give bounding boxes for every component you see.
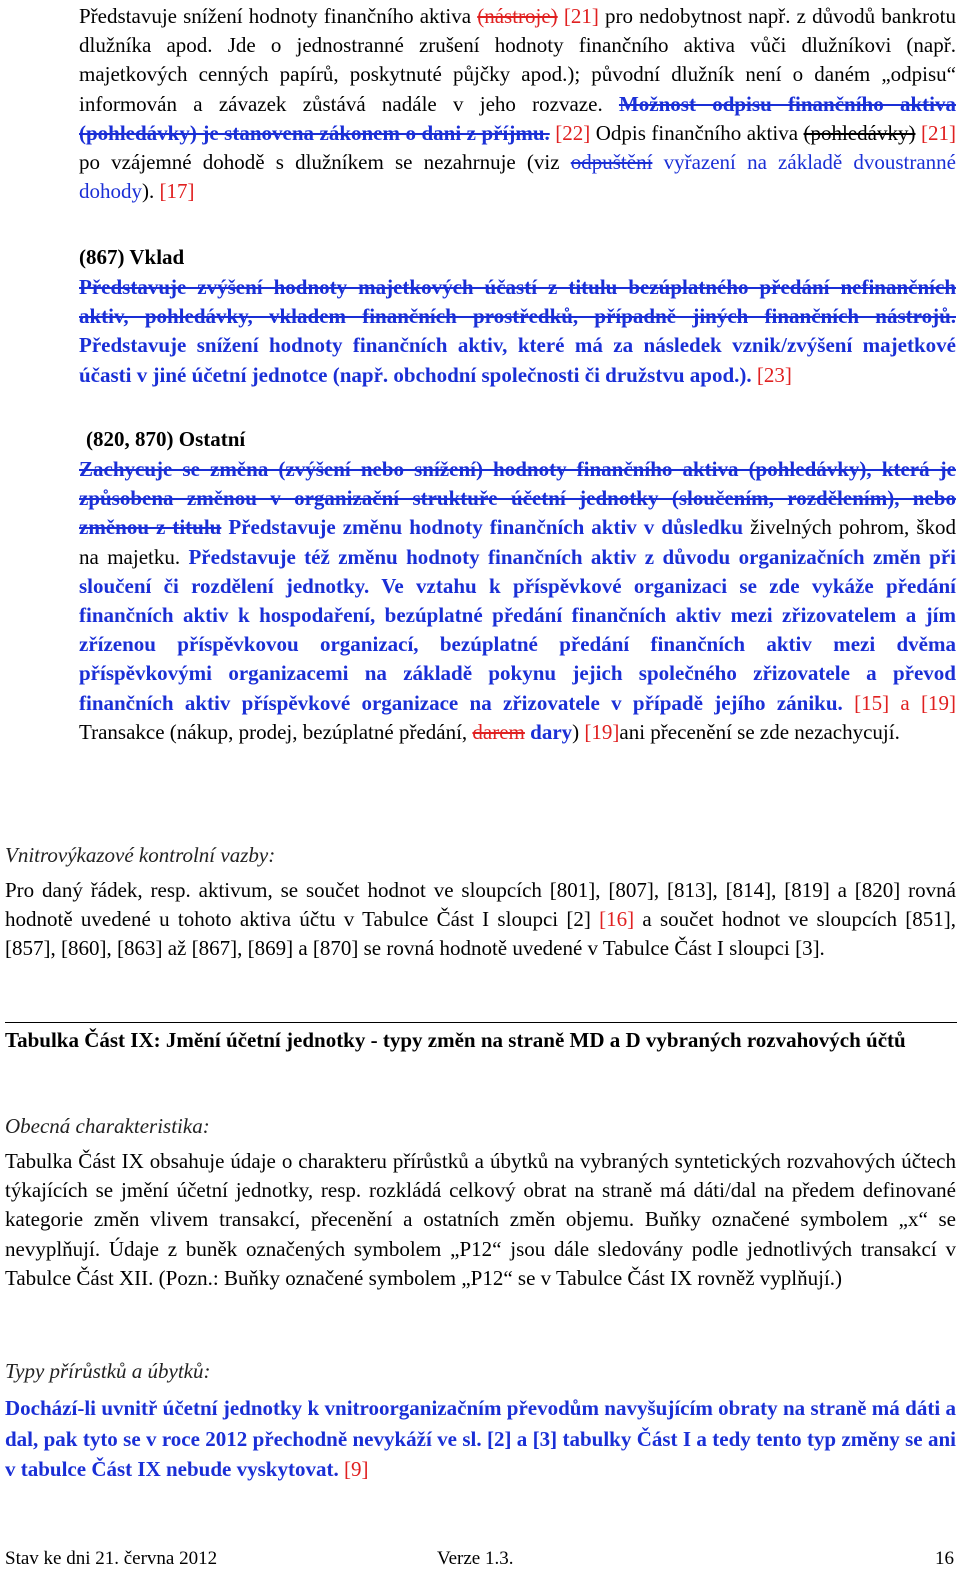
inserted-text: vyřazení na základě dvoustranné dohody [79, 150, 956, 204]
vklad-section [79, 243, 956, 390]
footer-version: Verze 1.3. [437, 1548, 514, 1569]
text: Pro daný řádek, resp. aktivum, se součet hodnot ve sloupcích [801], [807], [813], [814], [819] a [820] rovná hodnotě uvedené u tohoto aktiva účtu v Tabulce Část I sloupci [2] [5, 878, 956, 932]
table-title-block [5, 1026, 956, 1055]
text: ) [572, 719, 585, 744]
reference: [9] [338, 1457, 369, 1481]
reference: [16] [599, 907, 635, 932]
deleted-text: Představuje zvýšení hodnoty majetkových účastí z titulu bezúplatného předání nefinančních aktiv, pohledávky, vkladem finančních prostředků, případně jiných finančních nástrojů. [79, 275, 956, 329]
reference: [22] [549, 120, 591, 145]
text: pro nedobytnost např. z důvodů bankrotu dlužníka apod. Jde o jednostranné zrušení hodnoty finančního aktiva vůči dlužníkovi (např. majetkových cenných papírů, poskytnuté půjčky apod.); původní dlužník není o daném „odpisu“ informován a závazek zůstává nadále v jeho rozvaze. [79, 4, 956, 116]
deleted-text: odpuštění [570, 150, 653, 175]
text: Představuje snížení hodnoty finančního aktiva [79, 4, 478, 28]
vazby-heading: Vnitrovýkazové kontrolní vazby: [5, 843, 276, 867]
text: a součet hodnot ve sloupcích [851], [857], [860], [863] až [867], [869] a [870] se rovná hodnotě uvedené v Tabulce Část I sloupci [3]. [5, 907, 956, 961]
text: po vzájemné dohodě s dlužníkem se nezahrnuje (viz [79, 150, 571, 175]
inserted-text: Představuje snížení hodnoty finančních aktiv, které má za následek vznik/zvýšení majetkové účasti v jiné účetní jednotce (např. obchodní společnosti či družstvu apod.). [79, 333, 956, 387]
text: Transakce (nákup, prodej, bezúplatné předání, [79, 719, 473, 744]
text: ani přecenění se zde nezachycují. [619, 719, 900, 744]
deleted-text: Zachycuje se změna (zvýšení nebo snížení) hodnoty finančního aktiva (pohledávky), která je způsobena změnou v organizační struktuře účetní jednotky (sloučením, rozdělením), nebo změnou z titulu [79, 457, 956, 540]
text: živelných pohrom, škod na majetku. [79, 515, 956, 569]
ostatni-heading: (820, 870) Ostatní [86, 427, 246, 451]
inserted-text: Představuje též změnu hodnoty finančních aktiv z důvodu organizačních změn při sloučení či rozdělení jednotky. Ve vztahu k příspěvkové organizaci se zde vykáže předání finančních aktiv k hospodaření, bezúplatné předání finančních aktiv mezi zřizovatelem a jím zřízenou příspěvkovou organizací, bezúplatné předání finančních aktiv mezi dvěma příspěvkovými organizacemi na základě pokynu jejich společného zřizovatele a převod finančních aktiv příspěvkové organizace na zřizovatele v případě jejího zániku. [79, 544, 956, 715]
ostatni-section [79, 425, 956, 747]
deleted-text: darem [472, 719, 525, 744]
deleted-text: (nástroje) [477, 4, 558, 28]
deleted-text: Možnost odpisu finančního aktiva (pohledávky) je stanovena zákonem o dani z příjmu. [79, 91, 956, 145]
vklad-heading: (867) Vklad [79, 245, 185, 269]
typy-heading: Typy přírůstků a úbytků: [5, 1359, 211, 1383]
footer-page-number: 16 [935, 1548, 954, 1569]
obecna-text: Tabulka Část IX obsahuje údaje o charakteru přírůstků a úbytků na vybraných syntetických rozvahových účtech týkajících se jmění účetní jednotky, resp. rozkládá celkový obrat na straně má dáti/dal na předem definované kategorie změn vlivem transakcí, přecenění a ostatních změn objemu. Buňky označené symbolem „x“ se nevyplňují. Údaje z buněk označených symbolem „P12“ jsou dále sledovány podle jednotlivých transakcí v Tabulce Část XII. (Pozn.: Buňky označené symbolem „P12“ se v Tabulce Část IX rovněž vyplňují.) [5, 1149, 956, 1290]
text: ). [142, 179, 160, 204]
typy-section [5, 1357, 956, 1485]
table-title: Tabulka Část IX: Jmění účetní jednotky - typy změn na straně MD a D vybraných rozvahových účtů [5, 1028, 906, 1052]
footer-date: Stav ke dni 21. června 2012 [5, 1548, 218, 1569]
reference: [19] [584, 719, 620, 744]
inserted-text: dary [524, 719, 573, 744]
text: Odpis finančního aktiva [590, 120, 804, 145]
odpis-paragraph [79, 2, 956, 206]
obecna-section [5, 1112, 956, 1293]
reference: [21] [557, 4, 599, 28]
reference: [15] a [19] [842, 690, 957, 715]
section-divider [5, 1022, 957, 1023]
reference: [23] [756, 362, 792, 387]
inserted-text: Představuje změnu hodnoty finančních aktiv v důsledku [221, 515, 744, 540]
reference: [21] [915, 120, 956, 145]
obecna-heading: Obecná charakteristika: [5, 1114, 210, 1138]
vazby-section [5, 841, 956, 964]
inserted-text: Dochází-li uvnitř účetní jednotky k vnitroorganizačním převodům navyšujícím obraty na straně má dáti a dal, pak tyto se v roce 2012 přechodně nevykáží ve sl. [2] a [3] tabulky Část I a tedy tento typ změny se ani v tabulce Část IX nebude vyskytovat. [5, 1396, 956, 1481]
deleted-text: (pohledávky) [803, 120, 916, 145]
reference: [17] [159, 179, 195, 204]
